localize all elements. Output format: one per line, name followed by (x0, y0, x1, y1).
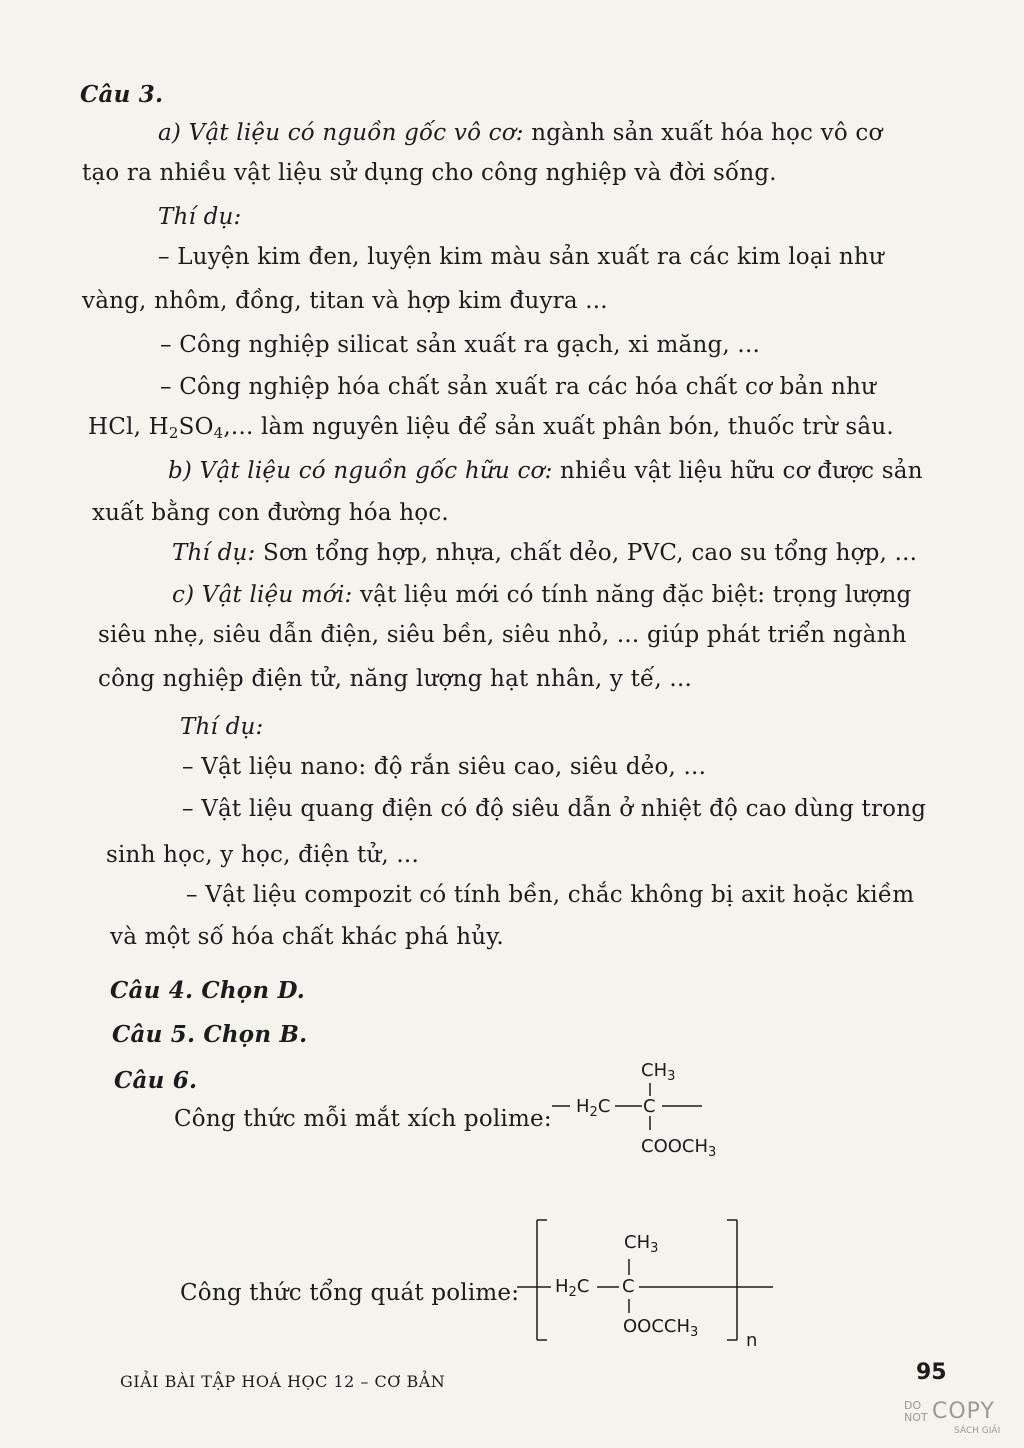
paragraph-c-term: c) Vật liệu mới: (172, 582, 353, 608)
polymer-c: C (622, 1276, 635, 1297)
bullet-1-line-2: vàng, nhôm, đồng, titan và hợp kim đuyra ... (82, 288, 608, 314)
bullet-3-line-2: HCl, $H_2SO_4$,... làm nguyên liệu để sản xuất phân bón, thuốc trừ sâu. (88, 414, 894, 442)
paragraph-b-example (172, 538, 917, 568)
example-text-2: Sơn tổng hợp, nhựa, chất dẻo, PVC, cao su tổng hợp, ... (263, 540, 918, 566)
polymer-formula-label: Công thức tổng quát polime: (180, 1280, 520, 1306)
watermark-logo: DO NOT COPY SÁCH GIẢI (904, 1399, 1001, 1436)
book-title-footer: GIẢI BÀI TẬP HOÁ HỌC 12 – CƠ BẢN (120, 1372, 446, 1391)
polymer-subscript-n: n (746, 1330, 758, 1351)
polymer-ch3: $CH_3$ (624, 1232, 659, 1256)
example-label-1: Thí dụ: (158, 204, 242, 230)
polymer-oocch3: $OOCCH_3$ (623, 1316, 699, 1340)
paragraph-b-line-2: xuất bằng con đường hóa học. (92, 500, 449, 526)
polymer-h2c: $H_2C$ (555, 1276, 590, 1300)
bullet-5-line-1: – Vật liệu quang điện có độ siêu dẫn ở nhiệt độ cao dùng trong (182, 796, 927, 822)
monomer-ch3: $CH_3$ (641, 1060, 676, 1084)
bullet-6-line-1: – Vật liệu compozit có tính bền, chắc không bị axit hoặc kiềm (186, 882, 915, 908)
bullet-5-line-2: sinh học, y học, điện tử, ... (106, 842, 419, 868)
paragraph-b-line-1 (168, 456, 923, 486)
paragraph-a-term: a) Vật liệu có nguồn gốc vô cơ: (158, 120, 524, 146)
monomer-formula-label: Công thức mỗi mắt xích polime: (174, 1106, 552, 1132)
question-5-answer: Câu 5. Chọn B. (112, 1021, 308, 1048)
monomer-c: C (643, 1096, 656, 1117)
paragraph-c-text: vật liệu mới có tính năng đặc biệt: trọng lượng (359, 582, 912, 608)
paragraph-b-term: b) Vật liệu có nguồn gốc hữu cơ: (168, 458, 553, 484)
monomer-h2c: $H_2C$ (576, 1096, 611, 1120)
example-label-3: Thí dụ: (180, 714, 264, 740)
bullet-6-line-2: và một số hóa chất khác phá hủy. (110, 924, 504, 950)
paragraph-a-text: ngành sản xuất hóa học vô cơ (531, 120, 883, 146)
example-label-2: Thí dụ: (172, 540, 256, 566)
question-6-heading: Câu 6. (114, 1067, 198, 1094)
bullet-2: – Công nghiệp silicat sản xuất ra gạch, xi măng, ... (160, 332, 760, 358)
page-number: 95 (916, 1360, 947, 1385)
formula-hcl: HCl, (88, 414, 149, 440)
paragraph-c-line-3: công nghiệp điện tử, năng lượng hạt nhân, y tế, ... (98, 666, 692, 692)
monomer-cooch3: $COOCH_3$ (641, 1136, 717, 1160)
paragraph-c-line-2: siêu nhẹ, siêu dẫn điện, siêu bền, siêu nhỏ, ... giúp phát triển ngành (98, 622, 907, 648)
bullet-3-tail: ,... làm nguyên liệu để sản xuất phân bón, thuốc trừ sâu. (223, 414, 894, 440)
question-3-heading: Câu 3. (80, 81, 164, 108)
bullet-1-line-1: – Luyện kim đen, luyện kim màu sản xuất ra các kim loại như (158, 244, 884, 270)
paragraph-a-line-2: tạo ra nhiều vật liệu sử dụng cho công nghiệp và đời sống. (82, 160, 777, 186)
paragraph-c-line-1 (172, 580, 911, 610)
paragraph-b-text: nhiều vật liệu hữu cơ được sản (560, 458, 923, 484)
bullet-3-line-1: – Công nghiệp hóa chất sản xuất ra các hóa chất cơ bản như (160, 374, 877, 400)
paragraph-a-line-1 (158, 118, 883, 148)
bullet-4: – Vật liệu nano: độ rắn siêu cao, siêu dẻo, ... (182, 754, 707, 780)
question-4-answer: Câu 4. Chọn D. (110, 977, 305, 1004)
